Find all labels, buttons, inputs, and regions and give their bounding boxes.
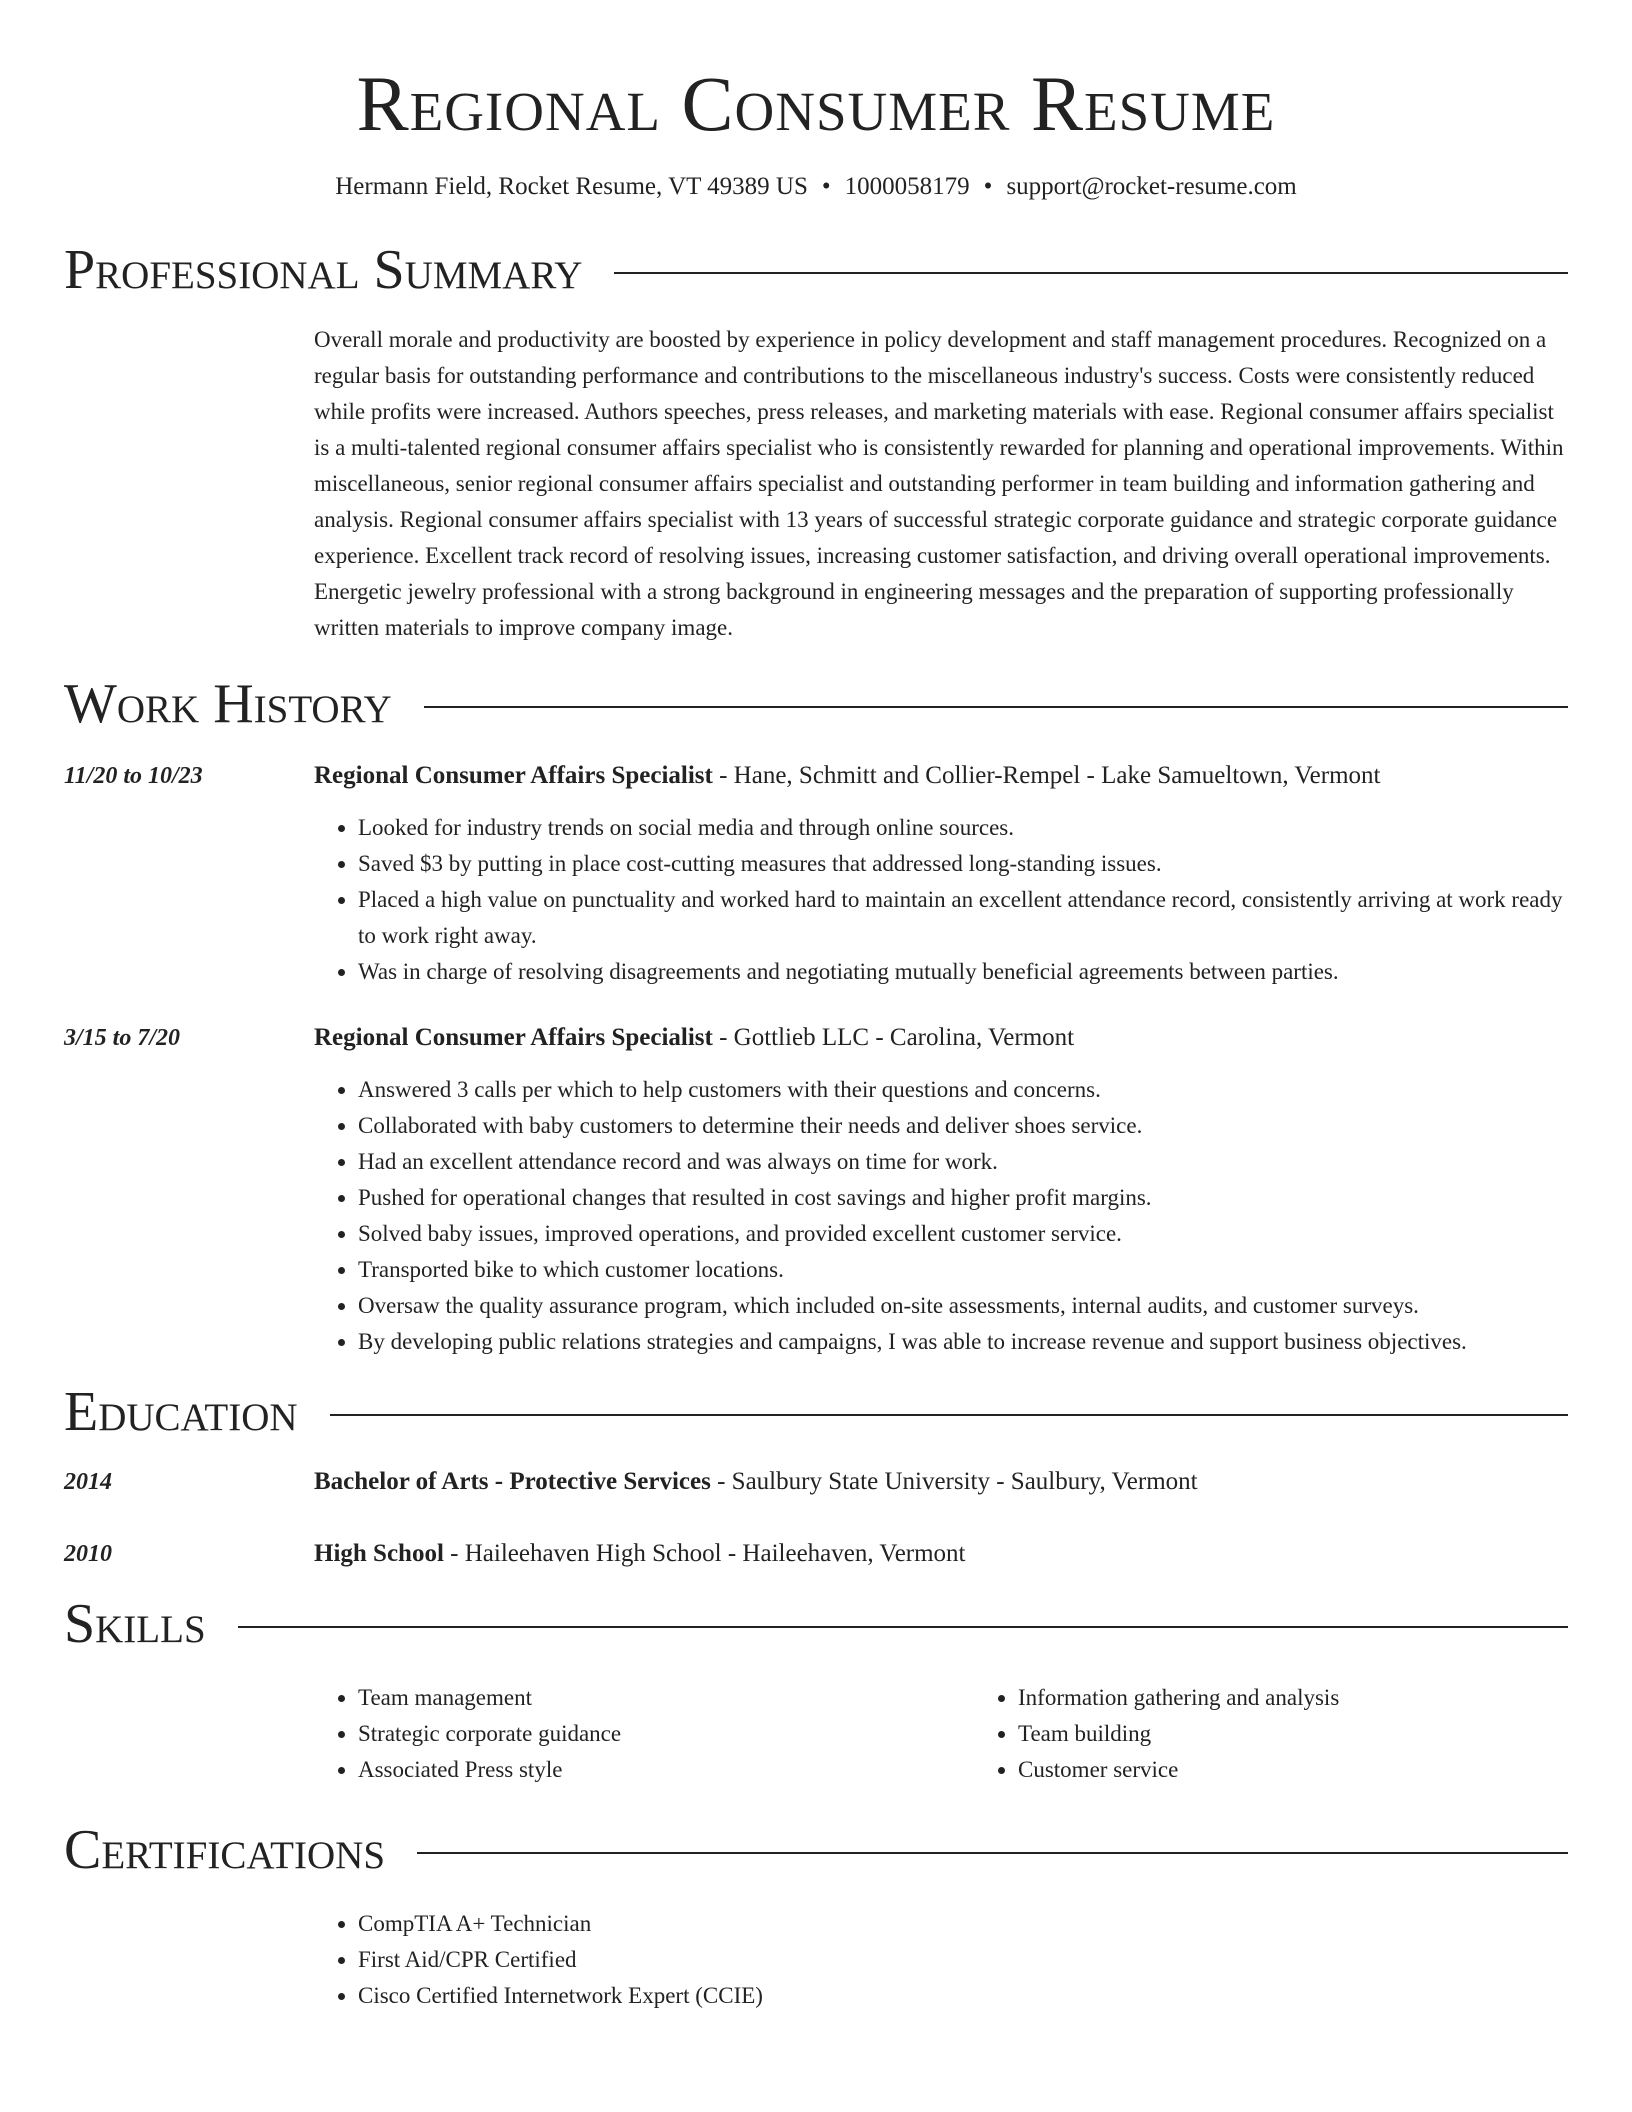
education-entry bbox=[64, 1464, 1568, 1500]
section-divider bbox=[330, 1414, 1568, 1416]
list-item: • Saved $3 by putting in place cost-cutting measures that addressed long-standing issues. bbox=[358, 846, 1568, 882]
section-divider bbox=[238, 1626, 1568, 1628]
job-title: Regional Consumer Affairs Specialist bbox=[314, 762, 713, 789]
contact-separator: • bbox=[983, 173, 993, 200]
job-bullets bbox=[314, 810, 1568, 990]
job-heading bbox=[314, 1020, 1568, 1056]
list-item: • Was in charge of resolving disagreements and negotiating mutually beneficial agreements between parties. bbox=[358, 954, 1568, 990]
degree-title: High School bbox=[314, 1540, 444, 1567]
section-title-skills: Skills bbox=[64, 1593, 206, 1655]
list-item: • Information gathering and analysis bbox=[1018, 1680, 1632, 1716]
education-year: 2014 bbox=[64, 1469, 112, 1495]
contact-separator: • bbox=[821, 173, 831, 200]
section-divider bbox=[614, 272, 1568, 274]
section-header-summary bbox=[64, 238, 1568, 302]
contact-email: support@rocket-resume.com bbox=[1006, 173, 1297, 200]
job-title: Regional Consumer Affairs Specialist bbox=[314, 1024, 713, 1051]
education-heading bbox=[314, 1464, 1568, 1500]
education-entry bbox=[64, 1536, 1568, 1572]
list-item: • First Aid/CPR Certified bbox=[358, 1942, 763, 1978]
section-header-work-history bbox=[64, 672, 1568, 736]
list-item: • Pushed for operational changes that resulted in cost savings and higher profit margins. bbox=[358, 1180, 1568, 1216]
list-item: • Looked for industry trends on social media and through online sources. bbox=[358, 810, 1568, 846]
degree-title: Bachelor of Arts - Protective Services bbox=[314, 1468, 711, 1495]
list-item: • Team management bbox=[358, 1680, 974, 1716]
section-title-certifications: Certifications bbox=[64, 1819, 386, 1881]
job-dates: 3/15 to 7/20 bbox=[64, 1025, 181, 1051]
contact-address: Hermann Field, Rocket Resume, VT 49389 US bbox=[335, 173, 808, 200]
list-item: • Associated Press style bbox=[358, 1752, 974, 1788]
job-dates: 11/20 to 10/23 bbox=[64, 763, 203, 789]
skills-columns bbox=[314, 1680, 1568, 1788]
list-item: • By developing public relations strategies and campaigns, I was able to increase revenue and support business objectives. bbox=[358, 1324, 1568, 1360]
list-item: • Team building bbox=[1018, 1716, 1632, 1752]
resume-page bbox=[64, 0, 1568, 2014]
school-name: - Haileehaven High School - Haileehaven, Vermont bbox=[443, 1540, 966, 1567]
list-item: • Oversaw the quality assurance program, which included on-site assessments, internal audits, and customer surveys. bbox=[358, 1288, 1568, 1324]
job-employer: - Hane, Schmitt and Collier-Rempel - Lake Samueltown, Vermont bbox=[712, 762, 1381, 789]
job-entry bbox=[64, 1020, 1568, 1360]
job-heading bbox=[314, 758, 1568, 794]
section-header-certifications bbox=[64, 1818, 1568, 1882]
list-item: • Placed a high value on punctuality and worked hard to maintain an excellent attendance record, consistently arriving at work ready to work right away. bbox=[358, 882, 1568, 954]
education-year: 2010 bbox=[64, 1541, 112, 1567]
section-divider bbox=[424, 706, 1568, 708]
list-item: • Strategic corporate guidance bbox=[358, 1716, 974, 1752]
document-title: Regional Consumer Resume bbox=[356, 60, 1276, 147]
list-item: • Answered 3 calls per which to help customers with their questions and concerns. bbox=[358, 1072, 1568, 1108]
job-bullets bbox=[314, 1072, 1568, 1360]
list-item: • Collaborated with baby customers to determine their needs and deliver shoes service. bbox=[358, 1108, 1568, 1144]
certifications-columns bbox=[314, 1906, 1568, 2014]
list-item: • CompTIA A+ Technician bbox=[358, 1906, 763, 1942]
section-divider bbox=[417, 1852, 1568, 1854]
list-item: • Cisco Certified Internetwork Expert (CCIE) bbox=[358, 1978, 763, 2014]
section-header-skills bbox=[64, 1592, 1568, 1656]
list-item: • Transported bike to which customer locations. bbox=[358, 1252, 1568, 1288]
job-entry bbox=[64, 758, 1568, 990]
section-header-education bbox=[64, 1380, 1568, 1444]
job-employer: - Gottlieb LLC - Carolina, Vermont bbox=[712, 1024, 1075, 1051]
list-item: • Customer service bbox=[1018, 1752, 1632, 1788]
contact-line bbox=[64, 170, 1568, 204]
section-title-education: Education bbox=[64, 1381, 298, 1443]
summary-text: Overall morale and productivity are boosted by experience in policy development and staff management procedures. Recognized on a regular basis for outstanding performance and contributions to the miscellaneous industry's success. Costs were consistently reduced while profits were increased. Authors speeches, press releases, and marketing materials with ease. Regional consumer affairs specialist is a multi-talented regional consumer affairs specialist who is consistently rewarded for planning and operational improvements. Within miscellaneous, senior regional consumer affairs specialist and outstanding performer in team building and information gathering and analysis. Regional consumer affairs specialist with 13 years of successful strategic corporate guidance and strategic corporate guidance experience. Excellent track record of resolving issues, increasing customer satisfaction, and driving overall operational improvements. Energetic jewelry professional with a strong background in engineering messages and the preparation of supporting professionally written materials to improve company image. bbox=[314, 327, 1564, 640]
list-item: • Solved baby issues, improved operations, and provided excellent customer service. bbox=[358, 1216, 1568, 1252]
section-title-work-history: Work History bbox=[64, 673, 392, 735]
contact-phone: 1000058179 bbox=[844, 173, 970, 200]
skills-list-left bbox=[314, 1680, 974, 1788]
list-item: • Had an excellent attendance record and was always on time for work. bbox=[358, 1144, 1568, 1180]
education-heading bbox=[314, 1536, 1568, 1572]
section-title-summary: Professional Summary bbox=[64, 239, 583, 301]
skills-list-right bbox=[974, 1680, 1632, 1788]
certifications-list bbox=[314, 1906, 763, 2014]
school-name: - Saulbury State University - Saulbury, Vermont bbox=[710, 1468, 1198, 1495]
